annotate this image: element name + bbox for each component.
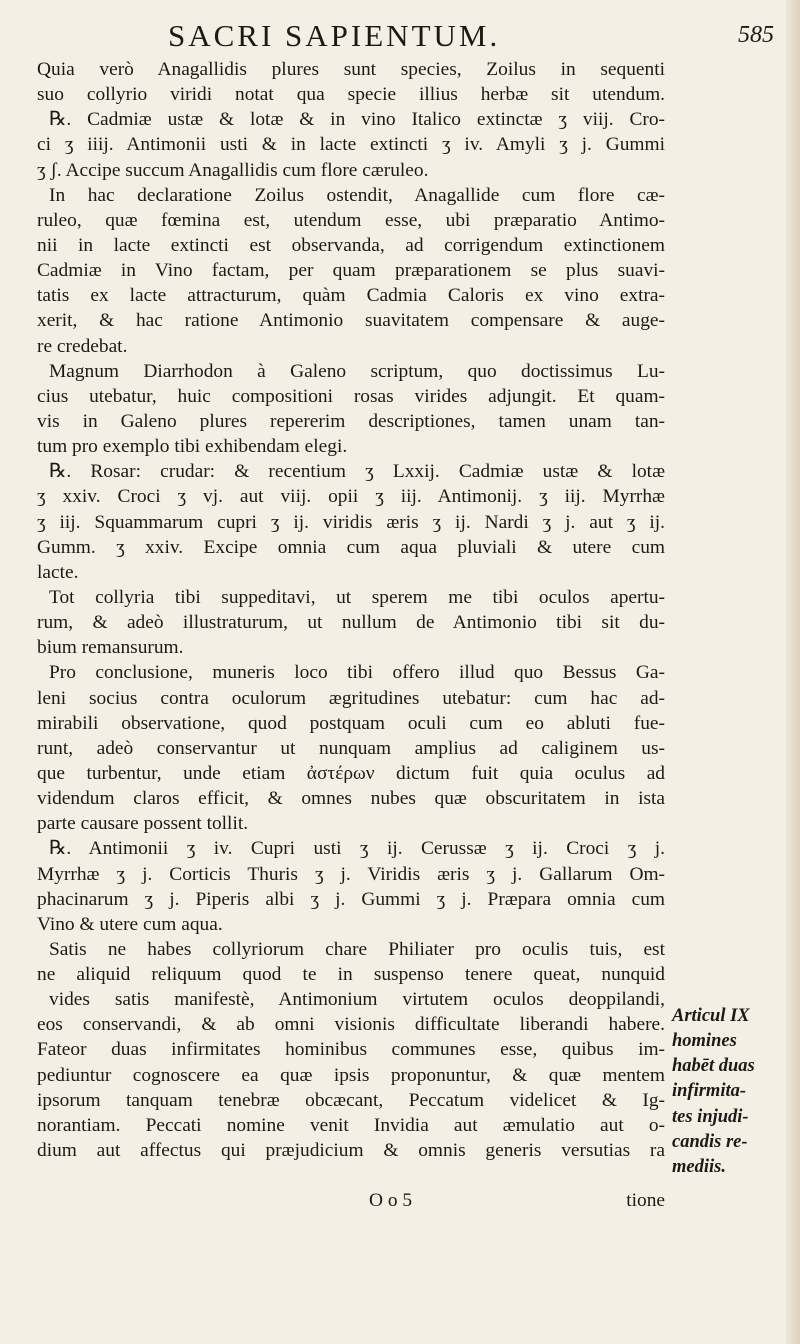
text-line: bium remansurum. [37,637,184,659]
text-line: dium aut affectus qui præjudicium & omnis generis versutias ra [37,1140,665,1162]
text-line: que turbentur, unde etiam ἀστέρων dictum fuit quia oculus ad [37,762,665,784]
text-line [37,1163,665,1188]
text-line: Pro conclusione, muneris loco tibi offero illud quo Bessus Ga- [49,662,665,684]
text-line: ʒ xxiv. Croci ʒ vj. aut viij. opii ʒ iij. Antimonij. ʒ iij. Myrrhæ [37,486,665,508]
text-line: parte causare possent tollit. [37,813,249,835]
running-title: SACRI SAPIENTUM. [168,18,501,53]
text-line: videndum claros efficit, & omnes nubes quæ obscuritatem in ista [37,788,665,810]
text-line: lacte. [37,561,79,583]
text-line: re credebat. [37,335,128,357]
text-line: ipsorum tanquam tenebræ obcæcant, Peccatum videlicet & Ig- [37,1089,665,1111]
marginal-note-line: mediis. [672,1156,726,1177]
text-line: ℞. Antimonii ʒ iv. Cupri usti ʒ ij. Cerussæ ʒ ij. Croci ʒ j. [49,838,665,860]
text-line: norantiam. Peccati nomine venit Invidia aut æmulatio aut o- [37,1114,665,1136]
text-line: runt, adeò conservantur ut nunquam amplius ad caliginem us- [37,737,665,759]
text-line: Magnum Diarrhodon à Galeno scriptum, quo doctissimus Lu- [49,360,665,382]
text-line: Vino & utere cum aqua. [37,913,223,935]
marginal-note-line: homines [672,1031,737,1052]
text-line: ℞. Rosar: crudar: & recentium ʒ Lxxij. Cadmiæ ustæ & lotæ [49,461,665,483]
marginal-note [672,1004,792,1180]
body-text [37,57,665,1213]
page-number: 585 [738,22,774,48]
marginal-note-line: infirmita- [672,1081,747,1102]
text-line: ʒ iij. Squammarum cupri ʒ ij. viridis æris ʒ ij. Nardi ʒ j. aut ʒ ij. [37,511,665,533]
marginal-note-line: candis re- [672,1131,748,1152]
text-line: Cadmiæ in Vino factam, per quam præparationem se plus suavi- [37,260,665,282]
text-line: tatis ex lacte attracturum, quàm Cadmia Caloris ex vino extra- [37,285,665,307]
catchword: tione [626,1190,665,1212]
text-line: rum, & adeò illustraturum, ut nullum de Antimonio tibi sit du- [37,612,665,634]
text-line: mirabili observatione, quod postquam oculi cum eo abluti fue- [37,712,665,734]
page-header [36,18,776,58]
text-line: pediuntur cognoscere ea quæ ipsis proponuntur, & quæ mentem [37,1064,665,1086]
marginal-note-line: Articul IX [672,1006,750,1026]
text-line: Satis ne habes collyriorum chare Philiater pro oculis tuis, est [49,938,665,960]
text-line: ʒ ʃ. Accipe succum Anagallidis cum flore cæruleo. [37,159,429,181]
text-line: cius utebatur, huic compositioni rosas virides adjungit. Et quam- [37,385,665,407]
text-line: vides satis manifestè, Antimonium virtutem oculos deoppilandi, [49,989,665,1011]
text-line: Fateor duas infirmitates hominibus communes esse, quibus im- [37,1039,665,1061]
text-line: phacinarum ʒ j. Piperis albi ʒ j. Gummi ʒ j. Præpara omnia cum [37,888,665,910]
text-line: ℞. Cadmiæ ustæ & lotæ & in vino Italico extinctæ ʒ viij. Cro- [49,109,665,131]
text-line: eos conservandi, & ab omni visionis difficultate liberandi habere. [37,1014,665,1036]
text-line: suo collyrio viridi notat qua specie illius herbæ sit utendum. [37,84,665,106]
text-line: ne aliquid reliquum quod te in suspenso tenere queat, nunquid [37,964,665,986]
text-line: In hac declaratione Zoilus ostendit, Anagallide cum flore cæ- [49,184,665,206]
text-line: nii in lacte extincti est observanda, ad corrigendum extinctionem [37,234,665,256]
marginal-note-line: habēt duas [672,1056,755,1077]
marginal-note-line: tes injudi- [672,1106,749,1127]
catchline [37,1188,665,1213]
text-line: Tot collyria tibi suppeditavi, ut sperem me tibi oculos apertu- [49,586,665,608]
text-line: Myrrhæ ʒ j. Corticis Thuris ʒ j. Viridis æris ʒ j. Gallarum Om- [37,863,665,885]
text-line: leni socius contra oculorum ægritudines utebatur: cum hac ad- [37,687,665,709]
text-line: ruleo, quæ fœmina est, utendum esse, ubi præparatio Antimo- [37,209,665,231]
text-line: Quia verò Anagallidis plures sunt species, Zoilus in sequenti [37,59,665,80]
signature-mark: O o 5 [369,1190,413,1212]
text-line: ci ʒ iiij. Antimonii usti & in lacte extincti ʒ iv. Amyli ʒ j. Gummi [37,134,665,156]
text-line: Gumm. ʒ xxiv. Excipe omnia cum aqua pluviali & utere cum [37,536,665,558]
text-line: vis in Galeno plures repererim descriptiones, tamen unam tan- [37,410,665,432]
text-line: xerit, & hac ratione Antimonio suavitatem compensare & auge- [37,310,665,332]
text-line: tum pro exemplo tibi exhibendam elegi. [37,436,348,458]
